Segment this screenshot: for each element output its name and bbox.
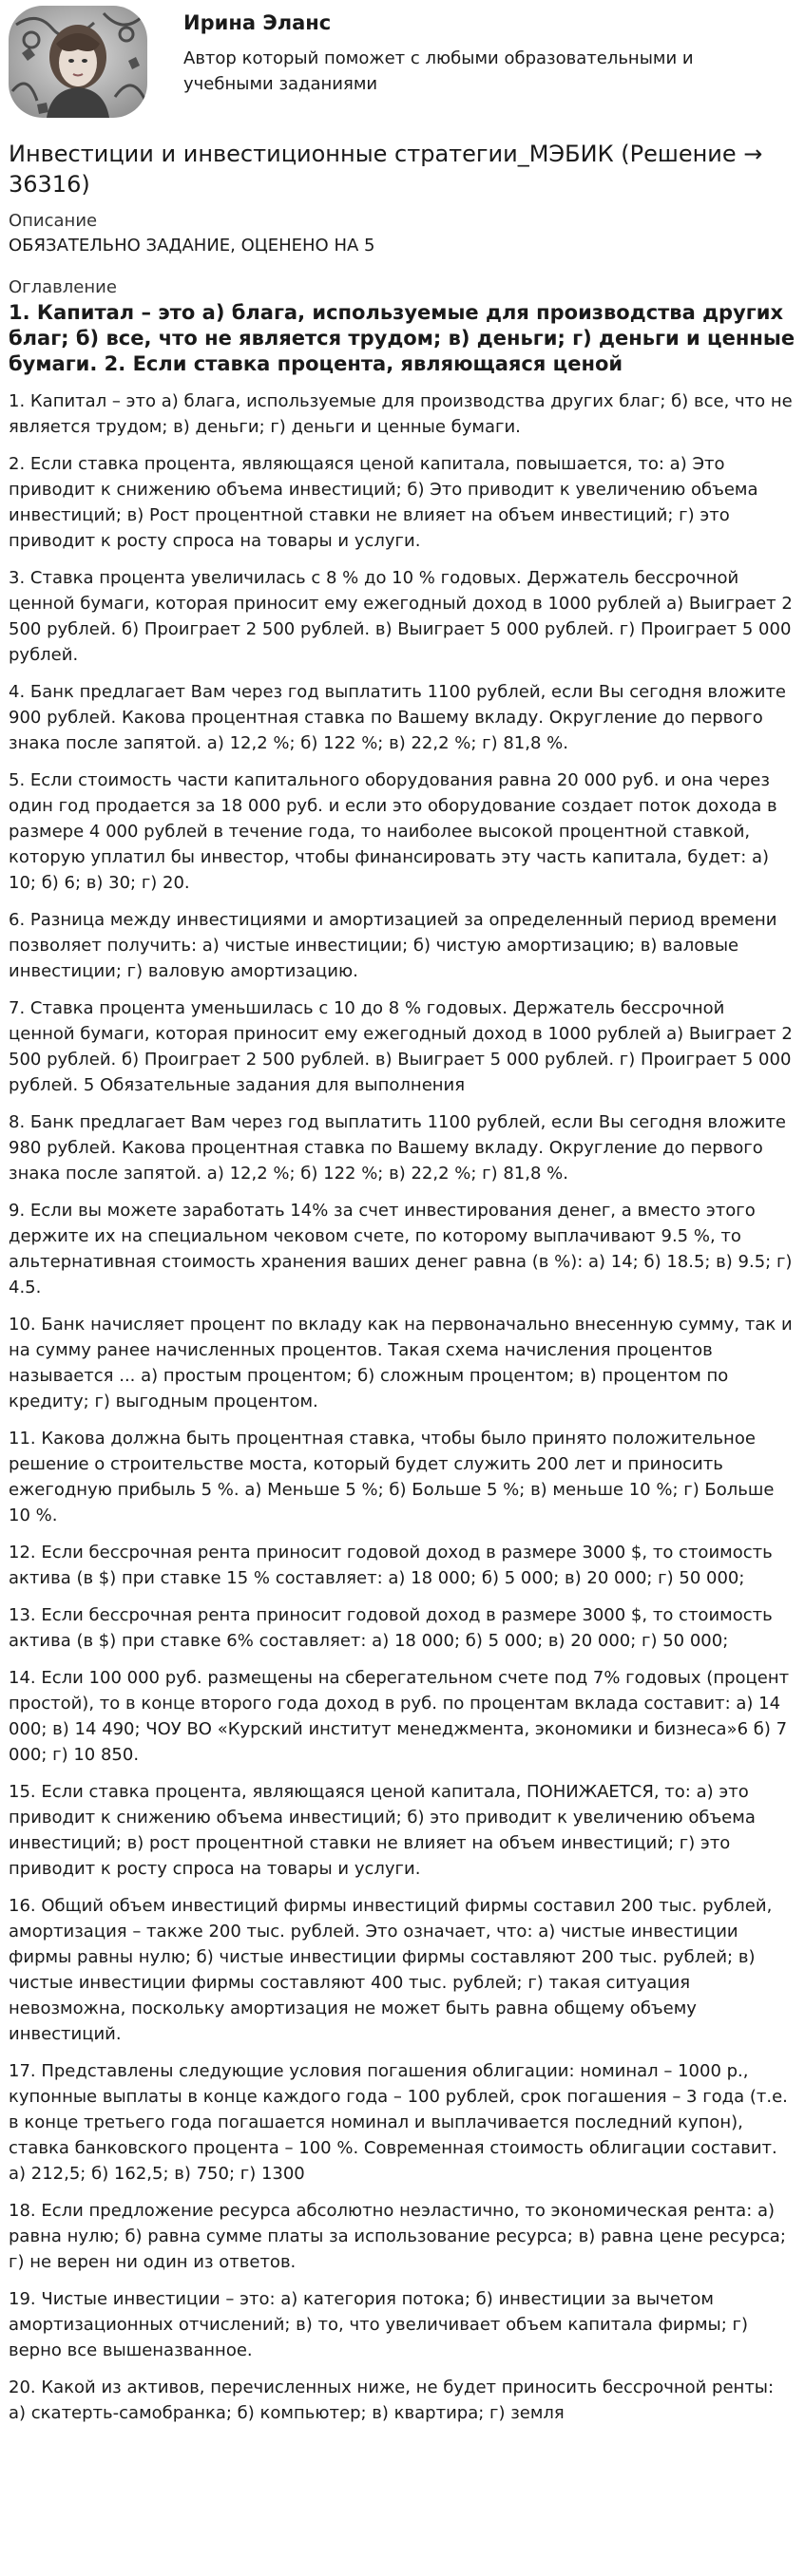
question-item: 9. Если вы можете заработать 14% за счет инвестирования денег, а вместо этого держите их на специальном чековом счете, по которому выплачивают 9.5 %, то альтернативная стоимость хранения ваших денег равна (в %): а) 14; б) 18.5; в) 9.5; г) 4.5. [9, 1201, 793, 1297]
toc-label: Оглавление [9, 277, 117, 297]
question-item: 6. Разница между инвестициями и амортизацией за определенный период времени позволяет получить: а) чистые инвестиции; б) чистую амортизацию; в) валовые инвестиции; г) валовую амортизацию. [9, 910, 777, 981]
question-list [9, 388, 795, 2426]
question-item: 17. Представлены следующие условия погашения облигации: номинал – 1000 р., купонные выплаты в конце каждого года – 100 рублей, срок погашения – 3 года (т.е. в конце третьего года погашается номинал и выплачивается последний купон), ставка банковского процента – 100 %. Современная стоимость облигации составит. а) 212,5; б) 162,5; в) 750; г) 1300 [9, 2061, 788, 2184]
status-text: ОБЯЗАТЕЛЬНО ЗАДАНИЕ, ОЦЕНЕНО НА 5 [9, 236, 375, 256]
work-title: Инвестиции и инвестиционные стратегии_МЭБИК (Решение → 36316) [9, 141, 763, 198]
question-item: 12. Если бессрочная рента приносит годовой доход в размере 3000 $, то стоимость актива (в $) при ставке 15 % составляет: а) 18 000; б) 5 000; в) 20 000; г) 50 000; [9, 1543, 773, 1588]
question-item: 7. Ставка процента уменьшилась с 10 до 8 % годовых. Держатель бессрочной ценной бумаги, которая приносит ему ежегодный доход в 1000 рублей а) Выиграет 2 500 рублей. б) Проиграет 2 500 рублей. в) Выиграет 5 000 рублей. г) Проиграет 5 000 рублей. 5 Обязательные задания для выполнения [9, 998, 793, 1095]
avatar-photo-icon [9, 6, 147, 118]
question-item: 15. Если ставка процента, являющаяся ценой капитала, ПОНИЖАЕТСЯ, то: а) это приводит к снижению объема инвестиций; б) это приводит к увеличению объема инвестиций; в) рост процентной ставки не влияет на объем инвестиций; г) это приводит к росту спроса на товары и услуги. [9, 1782, 756, 1879]
question-item: 20. Какой из активов, перечисленных ниже, не будет приносить бессрочной ренты: а) скатерть-самобранка; б) компьютер; в) квартира; г) земля [9, 2377, 775, 2423]
description-label: Описание [9, 211, 98, 231]
author-card [9, 0, 795, 123]
author-avatar[interactable] [9, 6, 147, 118]
question-item: 3. Ставка процента увеличилась с 8 % до 10 % годовых. Держатель бессрочной ценной бумаги, которая приносит ему ежегодный доход в 1000 рублей а) Выиграет 2 500 рублей. б) Проиграет 2 500 рублей. в) Выиграет 5 000 рублей. г) Проиграет 5 000 рублей. [9, 568, 793, 665]
question-item: 2. Если ставка процента, являющаяся ценой капитала, повышается, то: а) Это приводит к снижению объема инвестиций; б) Это приводит к увеличению объема инвестиций; в) Рост процентной ставки не влияет на объем инвестиций; г) это приводит к росту спроса на товары и услуги. [9, 454, 758, 551]
author-name[interactable]: Ирина Эланс [183, 11, 332, 34]
toc-heading: 1. Капитал – это а) блага, используемые для производства других благ; б) все, что не является трудом; в) деньги; г) деньги и ценные бумаги. 2. Если ставка процента, являющаяся ценой [9, 301, 795, 375]
question-item: 16. Общий объем инвестиций фирмы инвестиций фирмы составил 200 тыс. рублей, амортизация – также 200 тыс. рублей. Это означает, что: а) чистые инвестиции фирмы равны нулю; б) чистые инвестиции фирмы составляют 200 тыс. рублей; в) чистые инвестиции фирмы составляют 400 тыс. рублей; г) такая ситуация невозможна, поскольку амортизация не может быть равна общему объему инвестиций. [9, 1896, 773, 2044]
author-info [183, 6, 763, 97]
question-item: 18. Если предложение ресурса абсолютно неэластично, то экономическая рента: а) равна нулю; б) равна сумме платы за использование ресурса; в) равна цене ресурса; г) не верен ни один из ответов. [9, 2201, 786, 2272]
question-item: 8. Банк предлагает Вам через год выплатить 1100 рублей, если Вы сегодня вложите 980 рублей. Какова процентная ставка по Вашему вкладу. Округление до первого знака после запятой. а) 12,2 %; б) 122 %; в) 22,2 %; г) 81,8 %. [9, 1112, 787, 1184]
question-item: 5. Если стоимость части капитального оборудования равна 20 000 руб. и она через один год продается за 18 000 руб. и если это оборудование создает поток дохода в размере 4 000 рублей в течение года, то наиболее высокой процентной ставкой, которую уплатил бы инвестор, чтобы финансировать эту часть капитала, будет: а) 10; б) 6; в) 30; г) 20. [9, 770, 777, 893]
question-item: 14. Если 100 000 руб. размещены на сберегательном счете под 7% годовых (процент простой), то в конце второго года доход в руб. по процентам вклада составит: а) 14 000; в) 14 490; ЧОУ ВО «Курский институт менеджмента, экономики и бизнеса»6 б) 7 000; г) 10 850. [9, 1668, 790, 1765]
question-item: 19. Чистые инвестиции – это: а) категория потока; б) инвестиции за вычетом амортизационных отчислений; в) то, что увеличивает объем капитала фирмы; г) верно все вышеназванное. [9, 2289, 749, 2360]
question-item: 10. Банк начисляет процент по вкладу как на первоначально внесенную сумму, так и на сумму ранее начисленных процентов. Такая схема начисления процентов называется ... а) простым процентом; б) сложным процентом; в) процентом по кредиту; г) выгодным процентом. [9, 1315, 793, 1411]
question-item: 4. Банк предлагает Вам через год выплатить 1100 рублей, если Вы сегодня вложите 900 рублей. Какова процентная ставка по Вашему вкладу. Округление до первого знака после запятой. а) 12,2 %; б) 122 %; в) 22,2 %; г) 81,8 %. [9, 682, 787, 753]
question-item: 11. Какова должна быть процентная ставка, чтобы было принято положительное решение о строительстве моста, который будет служить 200 лет и приносить ежегодную прибыль 5 %. а) Меньше 5 %; б) Больше 5 %; в) меньше 10 %; г) Больше 10 %. [9, 1429, 775, 1525]
author-description: Автор который поможет с любыми образовательными и учебными заданиями [183, 48, 694, 94]
question-item: 1. Капитал – это а) блага, используемые для производства других благ; б) все, что не является трудом; в) деньги; г) деньги и ценные бумаги. [9, 391, 793, 437]
question-item: 13. Если бессрочная рента приносит годовой доход в размере 3000 $, то стоимость актива (в $) при ставке 6% составляет: а) 18 000; б) 5 000; в) 20 000; г) 50 000; [9, 1605, 773, 1651]
